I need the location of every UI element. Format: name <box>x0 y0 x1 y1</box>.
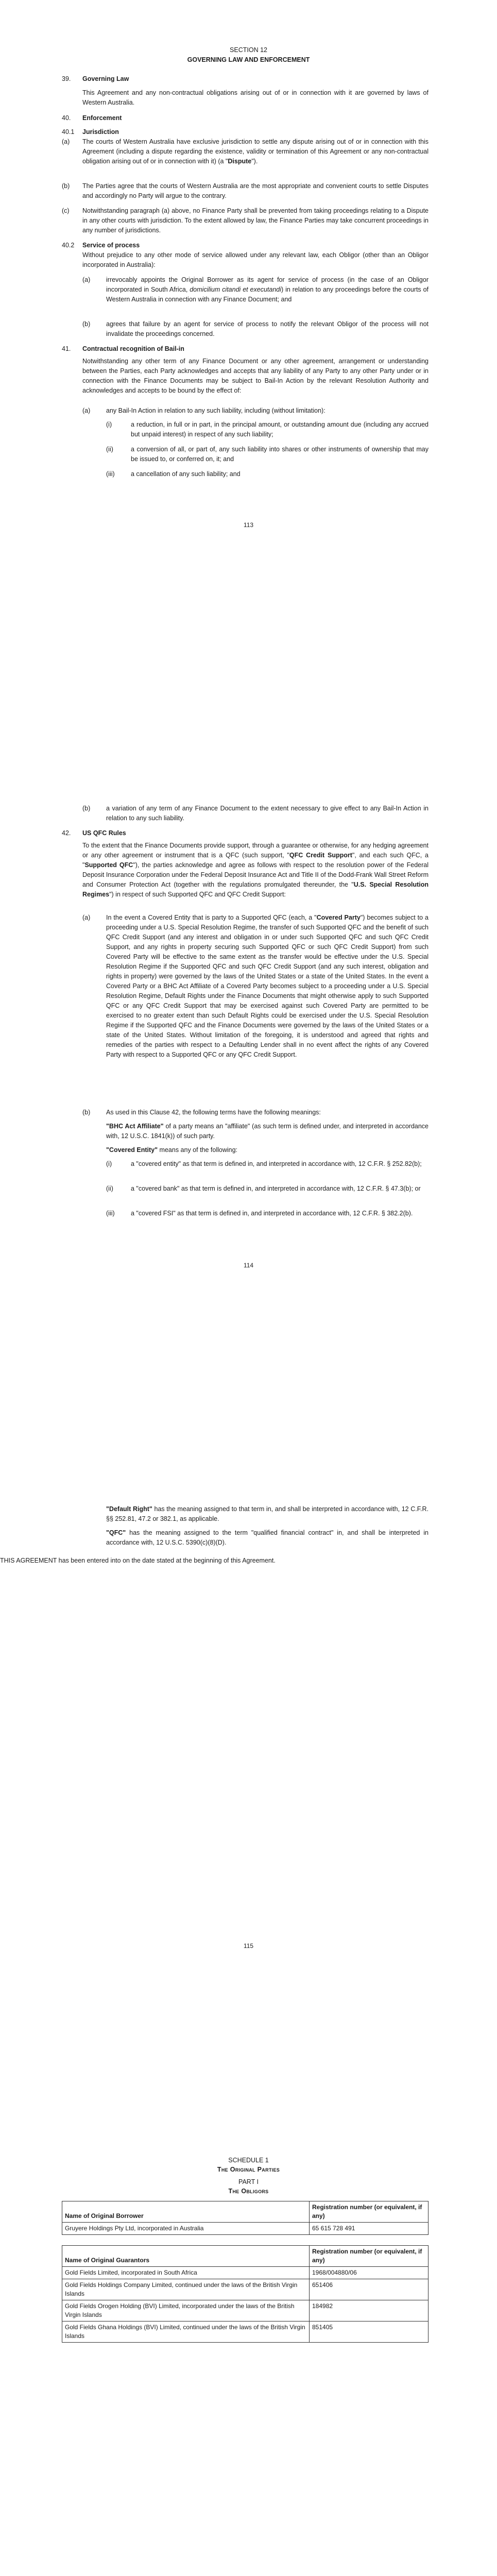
closing-statement: THIS AGREEMENT has been entered into on the date stated at the beginning of this Agreement. <box>0 1557 276 1564</box>
clause-40-2-b-text: agrees that failure by an agent for service of process to notify the relevant Obligor of the process will not invalidate the proceedings concerned. <box>106 320 429 337</box>
schedule-title: The Original Parties <box>217 2166 280 2173</box>
registration-number-cell: 184982 <box>310 2300 429 2321</box>
borrower-table <box>62 2201 429 2235</box>
clause-41-b-text: a variation of any term of any Finance Document to the extent necessary to give effect to any Bail-In Action in relation to any such liability. <box>106 805 429 822</box>
clause-41-title: Contractual recognition of Bail-in <box>82 345 184 352</box>
section-label: SECTION 12 <box>230 46 267 54</box>
clause-40-1-number: 40.1 <box>62 128 75 135</box>
covered-entity-iii-label: (iii) <box>106 1210 115 1217</box>
clause-42-a-label: (a) <box>82 914 91 921</box>
clause-40-number: 40. <box>62 114 71 122</box>
clause-40-2-b-label: (b) <box>82 320 91 328</box>
column-header: Name of Original Guarantors <box>62 2246 310 2267</box>
section-title: GOVERNING LAW AND ENFORCEMENT <box>187 56 310 63</box>
clause-39-title: Governing Law <box>82 75 129 82</box>
clause-42-number: 42. <box>62 829 71 837</box>
clause-41-a-ii-text: a conversion of all, or part of, any such liability into shares or other instruments of ownership that may be issued to, or conferred on, it; and <box>131 446 429 463</box>
table-header-row <box>62 2246 429 2267</box>
covered-entity-i-text: a "covered entity" as that term is defined in, and interpreted in accordance with, 12 C.F.R. § 252.82(b); <box>131 1160 422 1167</box>
covered-entity-ii-text: a "covered bank" as that term is defined in, and interpreted in accordance with, 12 C.F.R. § 47.3(b); or <box>131 1185 421 1192</box>
page-number: 115 <box>243 1942 254 1950</box>
page-number: 114 <box>243 1262 254 1269</box>
page-114 <box>0 701 497 1401</box>
clause-40-1-b-text: The Parties agree that the courts of Western Australia are the most appropriate and convenient courts to settle Disputes and accordingly no Party will argue to the contrary. <box>82 182 429 199</box>
registration-number-cell: 851405 <box>310 2321 429 2343</box>
covered-entity-iii-text: a "covered FSI" as that term is defined in, and interpreted in accordance with, 12 C.F.R. § 382.2(b). <box>131 1210 413 1217</box>
covered-entity-ii-label: (ii) <box>106 1185 113 1192</box>
table-header-row <box>62 2201 429 2223</box>
registration-number-cell: 65 615 728 491 <box>310 2223 429 2235</box>
table-row <box>62 2279 429 2300</box>
guarantor-name-cell: Gold Fields Ghana Holdings (BVI) Limited, continued under the laws of the British Virgin Islands <box>62 2321 310 2343</box>
part-title: The Obligors <box>228 2188 269 2195</box>
clause-40-1-a-label: (a) <box>62 138 70 145</box>
table-row <box>62 2300 429 2321</box>
clause-40-2-number: 40.2 <box>62 242 75 249</box>
clause-40-1-c-label: (c) <box>62 207 70 214</box>
clause-41-a-label: (a) <box>82 407 91 414</box>
page-113 <box>0 0 497 701</box>
table-row <box>62 2321 429 2343</box>
clause-40-1-a-text: The courts of Western Australia have exclusive jurisdiction to settle any dispute arising out of or in connection with this Agreement (including a dispute regarding the existence, validity or termination of this Agreement or any non-contractual obligation arising out of or in connection with it) (a "Dispute"). <box>82 138 429 165</box>
page-115 <box>0 1401 497 2102</box>
column-header: Registration number (or equivalent, if any) <box>310 2201 429 2223</box>
clause-41-a-i-label: (i) <box>106 421 112 428</box>
clause-41-a-iii-text: a cancellation of any such liability; and <box>131 470 241 478</box>
guarantor-name-cell: Gold Fields Holdings Company Limited, continued under the laws of the British Virgin Islands <box>62 2279 310 2300</box>
clause-39-text: This Agreement and any non-contractual obligations arising out of or in connection with it are governed by laws of Western Australia. <box>82 89 429 106</box>
part-label: PART I <box>238 2178 259 2185</box>
clause-41-a-iii-label: (iii) <box>106 470 115 478</box>
guarantor-name-cell: Gold Fields Limited, incorporated in South Africa <box>62 2267 310 2279</box>
definition-covered-entity: "Covered Entity" means any of the following: <box>106 1146 238 1154</box>
clause-42-a-text: In the event a Covered Entity that is party to a Supported QFC (each, a "Covered Party") becomes subject to a proceeding under a U.S. Special Resolution Regime, the transfer of such Supported QFC and the benefit of such QFC Credit Support (and any interest and obligation in or under such Supported QFC and such QFC Credit Support, and any rights in property securing such Supported QFC or such QFC Credit Support) from such Covered Party will be effective to the same extent as the transfer would be effective under the U.S. Special Resolution Regime if the Supported QFC and such QFC Credit Support (and any such interest, obligation and rights in property) were governed by the laws of the United States or a state of the United States. In the event a Covered Party or a BHC Act Affiliate of a Covered Party becomes subject to a proceeding under a U.S. Special Resolution Regime, Default Rights under the Finance Documents that might otherwise apply to such Supported QFC or any QFC Credit Support that may be exercised against such Covered Party are permitted to be exercised to no greater extent than such Default Rights could be exercised under the U.S. Special Resolution Regime if the Supported QFC and the Finance Documents were governed by the laws of the United States or a state of the United States. Without limitation of the foregoing, it is understood and agreed that rights and remedies of the parties with respect to a Defaulting Lender shall in no event affect the rights of any Covered Party with respect to a Supported QFC or any QFC Credit Support. <box>106 914 429 1058</box>
definition-default-right: "Default Right" has the meaning assigned to that term in, and shall be interpreted in accordance with, 12 C.F.R. §§ 252.81, 47.2 or 382.1, as applicable. <box>106 1505 429 1522</box>
page-116 <box>0 2102 497 2576</box>
clause-40-1-title: Jurisdiction <box>82 128 119 135</box>
guarantor-table <box>62 2245 429 2343</box>
schedule-label: SCHEDULE 1 <box>228 2157 269 2164</box>
clause-41-a-i-text: a reduction, in full or in part, in the principal amount, or outstanding amount due (including any accrued but unpaid interest) in respect of any such liability; <box>131 421 429 438</box>
registration-number-cell: 651406 <box>310 2279 429 2300</box>
clause-42-title: US QFC Rules <box>82 829 126 837</box>
clause-40-2-intro: Without prejudice to any other mode of service allowed under any relevant law, each Obligor (other than an Obligor incorporated in Australia): <box>82 251 429 268</box>
clause-42-b-label: (b) <box>82 1109 91 1116</box>
clause-40-2-a-text: irrevocably appoints the Original Borrower as its agent for service of process (in the case of an Obligor incorporated in South Africa, domicilium citandi et executandi) in relation to any proceedings before the courts of Western Australia in connection with any Finance Document; and <box>106 276 429 303</box>
column-header: Registration number (or equivalent, if any) <box>310 2246 429 2267</box>
borrower-name-cell: Gruyere Holdings Pty Ltd, incorporated in Australia <box>62 2223 310 2235</box>
table-row <box>62 2267 429 2279</box>
table-row <box>62 2223 429 2235</box>
clause-41-a-ii-label: (ii) <box>106 446 113 453</box>
clause-39-number: 39. <box>62 75 71 82</box>
column-header: Name of Original Borrower <box>62 2201 310 2223</box>
clause-41-a-text: any Bail-In Action in relation to any such liability, including (without limitation): <box>106 407 325 414</box>
guarantor-name-cell: Gold Fields Orogen Holding (BVI) Limited, incorporated under the laws of the British Virgin Islands <box>62 2300 310 2321</box>
clause-40-2-title: Service of process <box>82 242 140 249</box>
clause-42-b-text: As used in this Clause 42, the following terms have the following meanings: <box>106 1109 321 1116</box>
clause-42-intro: To the extent that the Finance Documents provide support, through a guarantee or otherwise, for any hedging agreement or any other agreement or instrument that is a QFC (such support, "QFC Credit Support", and each such QFC, a "Supported QFC"), the parties acknowledge and agree as follows with respect to the resolution power of the Federal Deposit Insurance Corporation under the Federal Deposit Insurance Act and Title II of the Dodd-Frank Wall Street Reform and Consumer Protection Act (together with the regulations promulgated thereunder, the "U.S. Special Resolution Regimes") in respect of such Supported QFC and QFC Credit Support: <box>82 842 429 898</box>
clause-40-title: Enforcement <box>82 114 122 122</box>
covered-entity-i-label: (i) <box>106 1160 112 1167</box>
clause-40-1-b-label: (b) <box>62 182 70 190</box>
registration-number-cell: 1968/004880/06 <box>310 2267 429 2279</box>
definition-qfc: "QFC" has the meaning assigned to the term "qualified financial contract" in, and shall be interpreted in accordance with, 12 U.S.C. 5390(c)(8)(D). <box>106 1529 429 1546</box>
page-number: 113 <box>243 521 254 529</box>
definition-bhc-act-affiliate: "BHC Act Affiliate" of a party means an "affiliate" (as such term is defined under, and interpreted in accordance with, 12 U.S.C. 1841(k)) of such party. <box>106 1123 429 1140</box>
clause-41-number: 41. <box>62 345 71 352</box>
clause-41-b-label: (b) <box>82 805 91 812</box>
clause-41-intro: Notwithstanding any other term of any Finance Document or any other agreement, arrangement or understanding between the Parties, each Party acknowledges and accepts that any liability of any Party to any other Party under or in connection with the Finance Documents may be subject to Bail-In Action by the relevant Resolution Authority and acknowledges and accepts to be bound by the effect of: <box>82 358 429 394</box>
clause-40-1-c-text: Notwithstanding paragraph (a) above, no Finance Party shall be prevented from taking proceedings relating to a Dispute in any other courts with jurisdiction. To the extent allowed by law, the Finance Parties may take concurrent proceedings in any number of jurisdictions. <box>82 207 429 234</box>
clause-40-2-a-label: (a) <box>82 276 91 283</box>
